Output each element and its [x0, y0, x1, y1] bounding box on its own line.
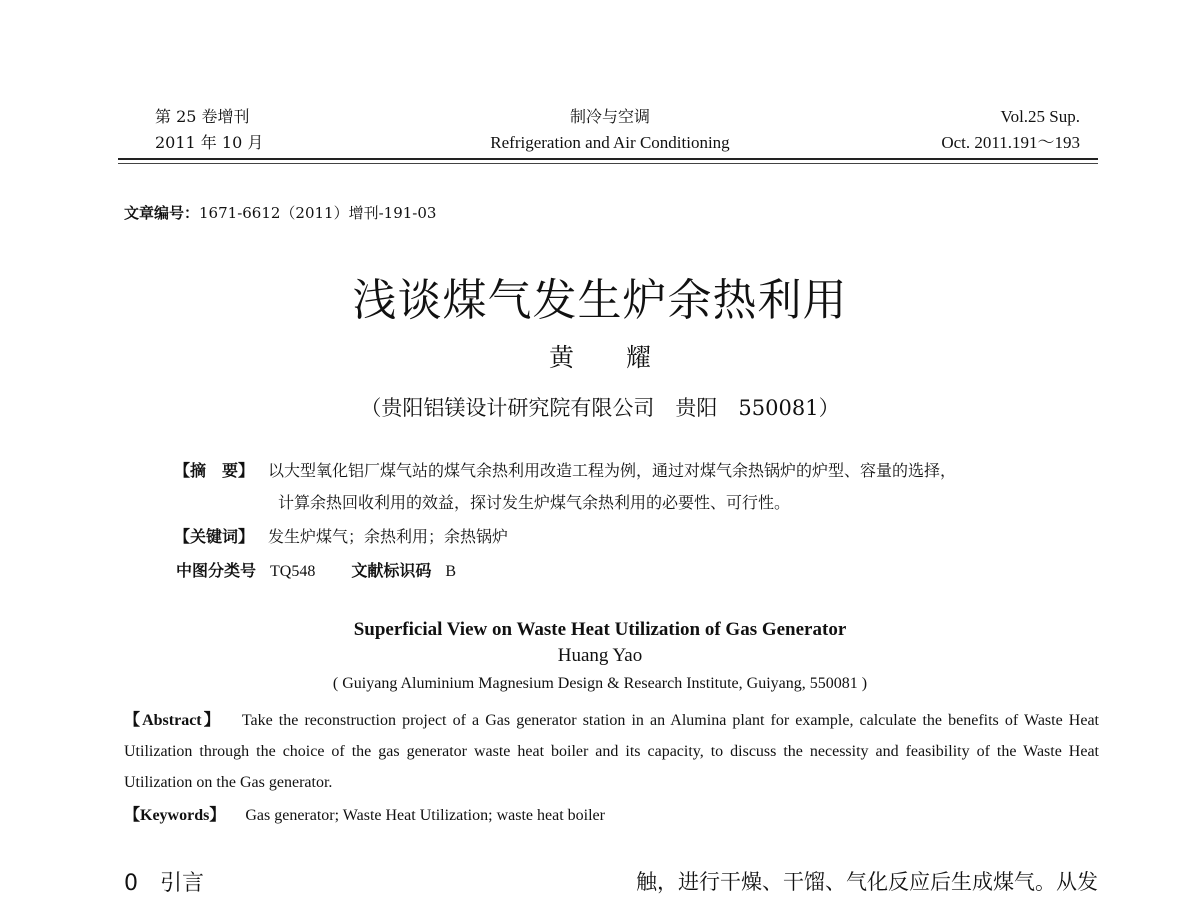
clc-value: TQ548 [270, 563, 316, 580]
doc-code-value: B [445, 563, 457, 580]
journal-citation [941, 104, 1080, 156]
abstract-cn-line2: 计算余热回收利用的效益，探讨发生炉煤气余热利用的必要性、可行性。 [278, 493, 791, 512]
section-heading [124, 866, 204, 897]
header-rule-thick [118, 158, 1098, 160]
journal-name-cn: 制冷与空调 [569, 107, 650, 126]
journal-volume-info [155, 104, 263, 156]
body-text-right-column: 触，进行干燥、干馏、气化反应后生成煤气。从发 [636, 870, 1098, 894]
english-abstract-text: Take the reconstruction project of a Gas generator station in an Alumina plant for example, calculate the benefits of Waste Heat Utilization through the choice of the gas generator waste heat boiler and its capacity, to discuss the necessity and feasibility of the Waste Heat Utilization on the Gas generator. [124, 712, 1099, 791]
volume-issue: 第 25 卷增刊 [155, 107, 250, 126]
english-abstract [124, 705, 1099, 798]
paper-author: 黄 耀 [549, 343, 673, 372]
english-title: Superficial View on Waste Heat Utilization of Gas Generator [353, 619, 847, 640]
english-author: Huang Yao [557, 645, 643, 666]
journal-name-en: Refrigeration and Air Conditioning [490, 133, 730, 152]
abstract-cn-label: 【摘 要】 [174, 461, 255, 480]
header-rule-thin [118, 163, 1098, 164]
keywords-cn-value: 发生炉煤气；余热利用；余热锅炉 [268, 527, 509, 546]
paper-affiliation: （贵阳铝镁设计研究院有限公司 贵阳 550081） [360, 396, 840, 420]
english-keywords-label: 【Keywords】 [124, 807, 226, 824]
abstract-cn [174, 456, 956, 486]
clc-label: 中图分类号 [176, 561, 257, 580]
keywords-cn-label: 【关键词】 [174, 527, 255, 546]
section-title: 引言 [160, 871, 205, 896]
english-keywords [124, 802, 605, 830]
section-number: 0 [124, 871, 138, 896]
english-keywords-text: Gas generator; Waste Heat Utilization; waste heat boiler [245, 807, 605, 824]
paper-title: 浅谈煤气发生炉余热利用 [352, 275, 848, 326]
article-number [124, 202, 436, 223]
keywords-cn [174, 522, 508, 552]
article-number-value: 1671-6612（2011）增刊-191-03 [199, 204, 437, 222]
abstract-cn-line1: 以大型氧化铝厂煤气站的煤气余热利用改造工程为例，通过对煤气余热锅炉的炉型、容量的选择， [268, 461, 957, 480]
doc-code-label: 文献标识码 [351, 561, 432, 580]
english-abstract-label: 【Abstract】 [124, 712, 222, 729]
classification-line [176, 556, 456, 587]
publication-date: 2011 年 10 月 [155, 133, 264, 152]
article-number-label: 文章编号： [124, 204, 200, 222]
journal-name [420, 104, 800, 156]
page-range: Oct. 2011.191～193 [941, 133, 1080, 152]
volume-en: Vol.25 Sup. [1000, 107, 1080, 126]
english-affiliation: ( Guiyang Aluminium Magnesium Design & Research Institute, Guiyang, 550081 ) [332, 675, 868, 692]
